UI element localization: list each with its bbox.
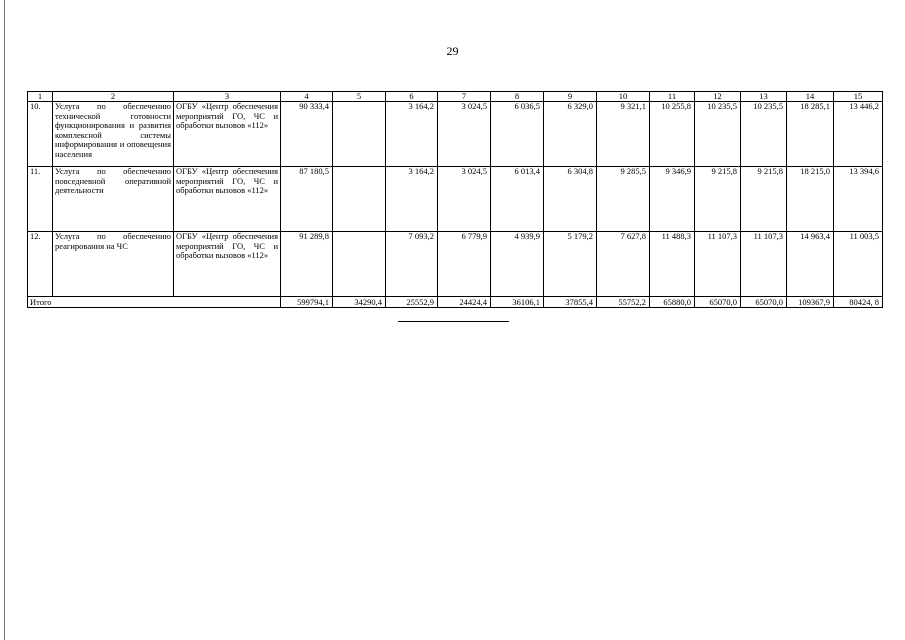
total-value-cell: 80424, 8 <box>834 297 883 308</box>
page-number: 29 <box>446 44 459 58</box>
value-cell: 6 036,5 <box>491 102 544 167</box>
column-number-header: 3 <box>174 92 281 102</box>
budget-table <box>27 91 883 308</box>
value-cell: 11 488,3 <box>650 232 695 297</box>
total-value-cell: 599794,1 <box>281 297 333 308</box>
table-row <box>28 167 883 232</box>
value-cell: 13 446,2 <box>834 102 883 167</box>
page-edge-line <box>4 0 5 640</box>
value-cell: 6 013,4 <box>491 167 544 232</box>
value-cell: 18 285,1 <box>787 102 834 167</box>
total-row <box>28 297 883 308</box>
service-name-cell: Услуга по обеспечению технической готовности функционирования и развития комплексной системы информирования и оповещения населения <box>53 102 174 167</box>
table-row <box>28 102 883 167</box>
value-cell: 9 215,8 <box>741 167 787 232</box>
value-cell: 87 180,5 <box>281 167 333 232</box>
value-cell: 4 939,9 <box>491 232 544 297</box>
total-value-cell: 36106,1 <box>491 297 544 308</box>
service-name-cell: Услуга по обеспечению повседневной оперативной деятельности <box>53 167 174 232</box>
value-cell: 6 304,8 <box>544 167 597 232</box>
table-header-row <box>28 92 883 102</box>
value-cell: 13 394,6 <box>834 167 883 232</box>
column-number-header: 6 <box>386 92 438 102</box>
value-cell <box>333 232 386 297</box>
row-number-cell: 10. <box>28 102 53 167</box>
value-cell: 11 003,5 <box>834 232 883 297</box>
organization-cell: ОГБУ «Центр обеспечения мероприятий ГО, ЧС и обработки вызовов «112» <box>174 102 281 167</box>
end-of-section-rule <box>398 321 509 322</box>
total-value-cell: 25552,9 <box>386 297 438 308</box>
column-number-header: 15 <box>834 92 883 102</box>
value-cell: 10 255,8 <box>650 102 695 167</box>
value-cell: 9 215,8 <box>695 167 741 232</box>
column-number-header: 12 <box>695 92 741 102</box>
total-label-cell: Итого <box>28 297 281 308</box>
value-cell: 10 235,5 <box>695 102 741 167</box>
column-number-header: 11 <box>650 92 695 102</box>
value-cell: 10 235,5 <box>741 102 787 167</box>
row-number-cell: 11. <box>28 167 53 232</box>
value-cell <box>333 167 386 232</box>
value-cell: 3 024,5 <box>438 102 491 167</box>
value-cell: 90 333,4 <box>281 102 333 167</box>
value-cell: 5 179,2 <box>544 232 597 297</box>
value-cell: 3 024,5 <box>438 167 491 232</box>
column-number-header: 9 <box>544 92 597 102</box>
table-body <box>28 92 883 308</box>
service-name-cell: Услуга по обеспечению реагирования на ЧС <box>53 232 174 297</box>
value-cell: 14 963,4 <box>787 232 834 297</box>
column-number-header: 5 <box>333 92 386 102</box>
organization-cell: ОГБУ «Центр обеспечения мероприятий ГО, ЧС и обработки вызовов «112» <box>174 232 281 297</box>
value-cell: 9 346,9 <box>650 167 695 232</box>
table-row <box>28 232 883 297</box>
total-value-cell: 65070,0 <box>741 297 787 308</box>
column-number-header: 7 <box>438 92 491 102</box>
total-value-cell: 65880,0 <box>650 297 695 308</box>
value-cell: 7 093,2 <box>386 232 438 297</box>
total-value-cell: 37855,4 <box>544 297 597 308</box>
organization-cell: ОГБУ «Центр обеспечения мероприятий ГО, ЧС и обработки вызовов «112» <box>174 167 281 232</box>
total-value-cell: 109367,9 <box>787 297 834 308</box>
value-cell: 11 107,3 <box>741 232 787 297</box>
total-value-cell: 24424,4 <box>438 297 491 308</box>
value-cell: 3 164,2 <box>386 102 438 167</box>
value-cell: 7 627,8 <box>597 232 650 297</box>
value-cell: 6 779,9 <box>438 232 491 297</box>
value-cell: 11 107,3 <box>695 232 741 297</box>
column-number-header: 8 <box>491 92 544 102</box>
value-cell: 6 329,0 <box>544 102 597 167</box>
column-number-header: 1 <box>28 92 53 102</box>
value-cell: 91 289,8 <box>281 232 333 297</box>
row-number-cell: 12. <box>28 232 53 297</box>
value-cell <box>333 102 386 167</box>
value-cell: 9 285,5 <box>597 167 650 232</box>
total-value-cell: 55752,2 <box>597 297 650 308</box>
total-value-cell: 34290,4 <box>333 297 386 308</box>
column-number-header: 14 <box>787 92 834 102</box>
column-number-header: 4 <box>281 92 333 102</box>
column-number-header: 10 <box>597 92 650 102</box>
column-number-header: 2 <box>53 92 174 102</box>
column-number-header: 13 <box>741 92 787 102</box>
value-cell: 18 215,0 <box>787 167 834 232</box>
value-cell: 9 321,1 <box>597 102 650 167</box>
value-cell: 3 164,2 <box>386 167 438 232</box>
total-value-cell: 65070,0 <box>695 297 741 308</box>
